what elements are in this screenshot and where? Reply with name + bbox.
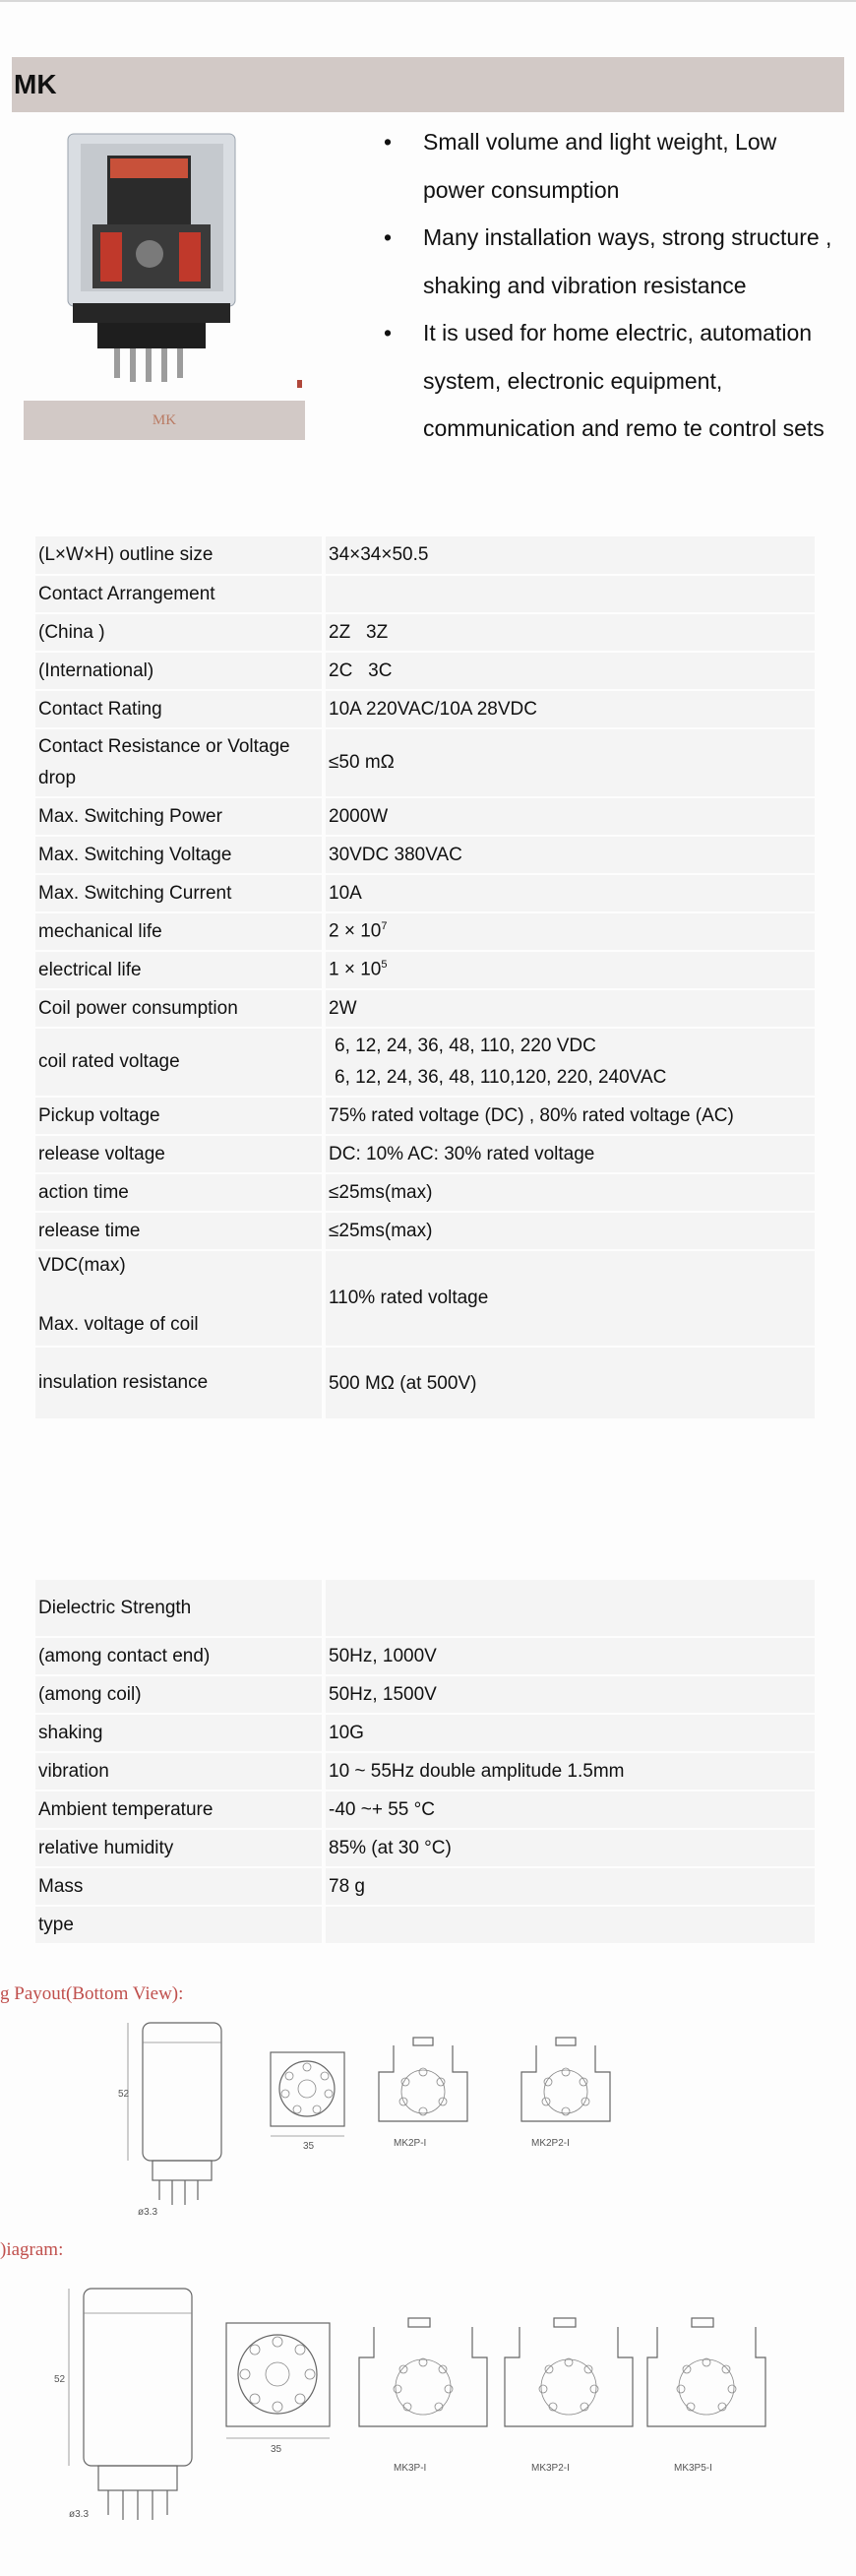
mechanical-life-value: 2 × 10 [329, 920, 382, 942]
spec-row [35, 1829, 815, 1867]
spec-label: Max. Switching Voltage [35, 836, 324, 874]
pin-diameter-label: ø3.3 [138, 2207, 158, 2218]
feature-item: • Small volume and light weight, Low power consumption [384, 118, 836, 214]
spec-label: release voltage [35, 1135, 324, 1173]
spec-row [35, 1637, 815, 1675]
feature-item: • Many installation ways, strong structure , shaking and vibration resistance [384, 214, 836, 309]
pin-diameter-label-3p: ø3.3 [69, 2509, 90, 2520]
spec-label: (International) [35, 652, 324, 690]
spec-row [35, 1752, 815, 1791]
mk2p-i-schematic [379, 2038, 467, 2149]
feature-list [384, 118, 836, 453]
spec-table-2 [35, 1580, 815, 1945]
spec-label: Pickup voltage [35, 1097, 324, 1135]
spec-label: insulation resistance [35, 1347, 324, 1419]
spec-value [324, 951, 815, 989]
mk2p2-i-label: MK2P2-I [531, 2138, 570, 2149]
spec-row [35, 797, 815, 836]
spec-row [35, 536, 815, 575]
spec-row [35, 575, 815, 613]
spec-table-1 [35, 536, 815, 1420]
top-divider [0, 0, 856, 2]
spec-label: Mass [35, 1867, 324, 1906]
spec-value: 75% rated voltage (DC) , 80% rated voltage (AC) [324, 1097, 815, 1135]
spec-value [324, 1906, 815, 1944]
spec-label: release time [35, 1212, 324, 1250]
spec-value [324, 912, 815, 951]
spec-value: 2C 3C [324, 652, 815, 690]
spec-value: 78 g [324, 1867, 815, 1906]
spec-label: coil rated voltage [35, 1028, 324, 1097]
spec-value: 34×34×50.5 [324, 536, 815, 575]
product-caption-box [24, 401, 305, 440]
spec-row [35, 1250, 815, 1347]
spec-label: Dielectric Strength [35, 1580, 324, 1637]
spec-row [35, 912, 815, 951]
spec-value: ≤25ms(max) [324, 1173, 815, 1212]
mk2p-layout-drawing [98, 2013, 689, 2220]
spec-label: vibration [35, 1752, 324, 1791]
relay-bottom-view-3p [226, 2323, 330, 2455]
coil-voltage-dc: 6, 12, 24, 36, 48, 110, 220 VDC [335, 1036, 596, 1056]
feature-item: • It is used for home electric, automation system, electronic equipment, communication and remo te control sets [384, 309, 836, 453]
spec-row [35, 951, 815, 989]
relay-product-image [24, 116, 305, 402]
spec-label: electrical life [35, 951, 324, 989]
spec-row [35, 1675, 815, 1714]
spec-label [35, 1250, 324, 1347]
mk2p-i-label: MK2P-I [394, 2138, 427, 2149]
spec-row [35, 728, 815, 797]
width-dimension: 35 [303, 2141, 315, 2152]
electrical-life-exponent: 5 [381, 959, 388, 972]
spec-label: (among contact end) [35, 1637, 324, 1675]
spec-row [35, 1347, 815, 1419]
mk3p5-i-schematic [647, 2318, 765, 2474]
spec-label: Coil power consumption [35, 989, 324, 1028]
spec-value: DC: 10% AC: 30% rated voltage [324, 1135, 815, 1173]
spec-row [35, 690, 815, 728]
spec-row [35, 1791, 815, 1829]
spec-value: ≤50 mΩ [324, 728, 815, 797]
spec-row [35, 874, 815, 912]
spec-label: Contact Arrangement [35, 575, 324, 613]
spec-row [35, 1212, 815, 1250]
height-dimension: 52 [118, 2089, 130, 2100]
mk3p-i-label: MK3P-I [394, 2463, 427, 2474]
mk3p5-i-label: MK3P5-I [674, 2463, 712, 2474]
spec-label: Contact Resistance or Voltage drop [35, 728, 324, 797]
spec-row [35, 1867, 815, 1906]
spec-row [35, 836, 815, 874]
spec-label: type [35, 1906, 324, 1944]
spec-value: 50Hz, 1500V [324, 1675, 815, 1714]
spec-label: Max. Switching Power [35, 797, 324, 836]
spec-row [35, 1906, 815, 1944]
mechanical-life-exponent: 7 [381, 920, 388, 933]
mk3p2-i-schematic [505, 2318, 633, 2474]
diagram-heading: )iagram: [0, 2239, 64, 2260]
spec-value: 500 MΩ (at 500V) [324, 1347, 815, 1419]
mk3p-diagram-drawing [39, 2269, 807, 2549]
spec-label: (among coil) [35, 1675, 324, 1714]
spec-value [324, 1028, 815, 1097]
max-voltage-label: Max. voltage of coil [38, 1314, 199, 1335]
spec-value [324, 1580, 815, 1637]
spec-value: -40 ~+ 55 °C [324, 1791, 815, 1829]
spec-value: 10 ~ 55Hz double amplitude 1.5mm [324, 1752, 815, 1791]
relay-bottom-view [271, 2052, 344, 2152]
spec-label: Contact Rating [35, 690, 324, 728]
spec-row [35, 1097, 815, 1135]
spec-value: 2000W [324, 797, 815, 836]
spec-label: relative humidity [35, 1829, 324, 1867]
spec-row [35, 652, 815, 690]
relay-side-view-3p [54, 2289, 192, 2520]
spec-row [35, 1714, 815, 1752]
spec-row [35, 613, 815, 652]
spec-row [35, 1580, 815, 1637]
mk2p2-i-schematic [521, 2038, 610, 2149]
spec-label: (China ) [35, 613, 324, 652]
spec-value: 50Hz, 1000V [324, 1637, 815, 1675]
electrical-life-value: 1 × 10 [329, 959, 382, 980]
spec-label: mechanical life [35, 912, 324, 951]
title-bar [12, 57, 844, 112]
relay-side-view [118, 2023, 221, 2218]
spec-label: shaking [35, 1714, 324, 1752]
coil-voltage-ac: 6, 12, 24, 36, 48, 110,120, 220, 240VAC [335, 1067, 667, 1088]
spec-value: 10A [324, 874, 815, 912]
spec-value: 10G [324, 1714, 815, 1752]
mk3p-i-schematic [359, 2318, 487, 2474]
spec-value: ≤25ms(max) [324, 1212, 815, 1250]
spec-row [35, 1135, 815, 1173]
page-title: MK [14, 69, 57, 99]
spec-label: Max. Switching Current [35, 874, 324, 912]
spec-value: 10A 220VAC/10A 28VDC [324, 690, 815, 728]
spec-label: action time [35, 1173, 324, 1212]
mk3p2-i-label: MK3P2-I [531, 2463, 570, 2474]
spec-value: 85% (at 30 °C) [324, 1829, 815, 1867]
spec-value: 2Z 3Z [324, 613, 815, 652]
spec-row [35, 989, 815, 1028]
spec-label: (L×W×H) outline size [35, 536, 324, 575]
spec-value [324, 575, 815, 613]
spec-label: Ambient temperature [35, 1791, 324, 1829]
spec-row [35, 1173, 815, 1212]
spec-value: 2W [324, 989, 815, 1028]
spec-value: 30VDC 380VAC [324, 836, 815, 874]
spec-row [35, 1028, 815, 1097]
height-dimension-3p: 52 [54, 2374, 66, 2385]
spec-value: 110% rated voltage [324, 1250, 815, 1347]
layout-heading: g Payout(Bottom View): [0, 1983, 184, 2004]
width-dimension-3p: 35 [271, 2444, 282, 2455]
product-caption: MK [152, 411, 177, 428]
vdc-max-label: VDC(max) [38, 1255, 126, 1276]
